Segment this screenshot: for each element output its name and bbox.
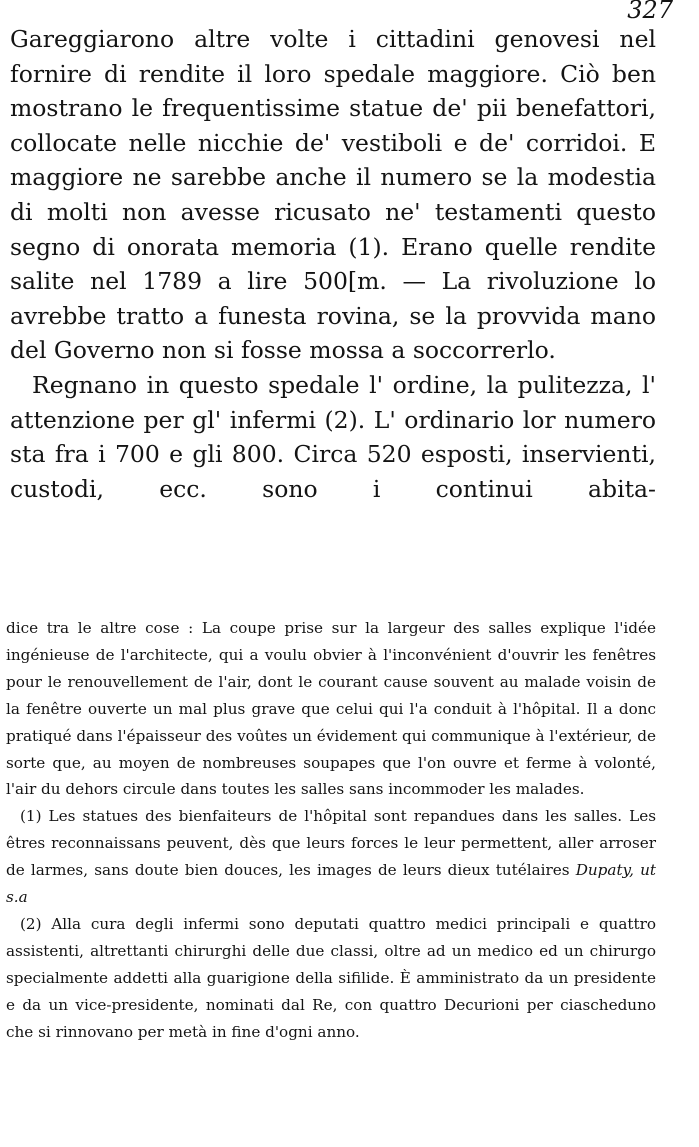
main-text xyxy=(10,22,656,506)
footnote-1-work: Dupaty, xyxy=(575,861,634,880)
note-continuation: dice tra le altre cose : La coupe prise sur la largeur des salles explique l'idée ingénieuse de l'architecte, qui a voulu obvier à l'inconvénient d'ouvrir les fenêtres pour le renouvellement de l'air, dont le courant cause souvent au malade voisin de la fenêtre ouverte un mal plus grave que celui qui l'a conduit à l'hôpital. Il a donc pratiqué dans l'épaisseur des voûtes un évidement qui communique à l'extérieur, de sorte que, au moyen de nombreuses soupapes que l'on ouvre et ferme à volonté, l'air du dehors circule dans toutes les salles sans incommoder les malades. xyxy=(6,619,656,799)
footnotes xyxy=(6,615,656,1046)
footnote-1 xyxy=(6,803,656,911)
footnote-2: (2) Alla cura degli infermi sono deputati quattro medici principali e quattro assistenti, altrettanti chirurghi delle due classi, oltre ad un medico ed un chirurgo specialmente addetti alla guarigione della sifilide. È amministrato da un presidente e da un vice-presidente, nominati dal Re, con quattro Decurioni per ciascheduno che si rinnovano per metà in fine d'ogni anno. xyxy=(6,914,656,1041)
paragraph-1: Gareggiarono altre volte i cittadini genovesi nel fornire di rendite il loro spedale maggiore. Ciò ben mostrano le frequentissime statue de' pii benefattori, collocate nelle nicchie de' vestiboli e de' corridoi. E maggiore ne sarebbe anche il numero se la modestia di molti non avesse ricusato ne' testamenti questo segno di onorata memoria (1). Erano quelle rendite salite nel 1789 a lire 500[m. — La rivoluzione lo avrebbe tratto a funesta rovina, se la provvida mano del Governo non si fosse mossa a soccorrerlo. xyxy=(10,25,656,365)
paragraph-2: Regnano in questo spedale l' ordine, la pulitezza, l' attenzione per gl' infermi (2). L' ordinario lor numero sta fra i 700 e gli 800. Circa 520 esposti, inservienti, custodi, ecc. sono i continui abita- xyxy=(10,370,656,503)
page-number: 327 xyxy=(627,0,673,24)
footnote-1-text: (1) Les statues des bienfaiteurs de l'hôpital sont repandues dans les salles. Les êtres reconnaissans peuvent, dès que leurs forces le leur permettent, aller arroser de larmes, sans doute bien douces, les images de leurs dieux tutélaires xyxy=(6,807,656,880)
footnote-1-citation: ut s.a xyxy=(6,861,657,907)
